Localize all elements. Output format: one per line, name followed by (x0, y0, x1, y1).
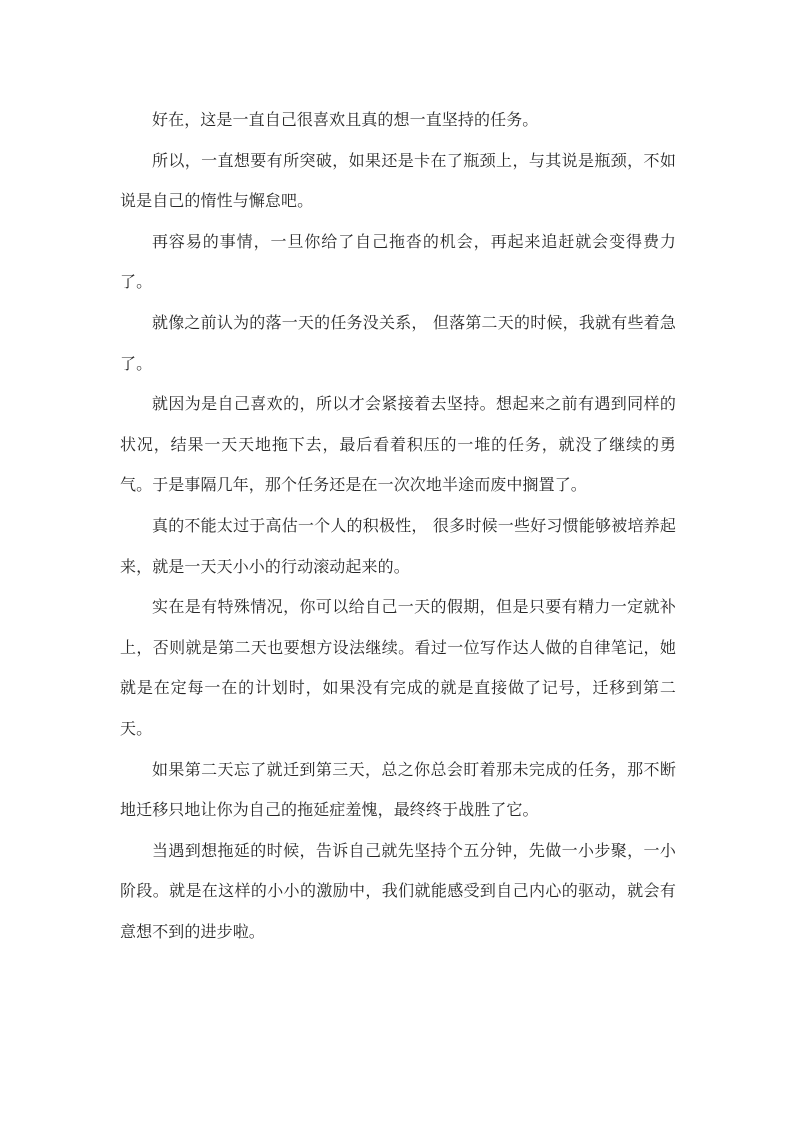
paragraph: 所以，一直想要有所突破，如果还是卡在了瓶颈上，与其说是瓶颈，不如说是自己的惰性与懈怠吧。 (120, 150, 676, 211)
paragraph: 如果第二天忘了就迁到第三天，总之你总会盯着那未完成的任务，那不断地迁移只地让你为自己的拖延症羞愧，最终终于战胜了它。 (120, 759, 676, 820)
paragraph: 再容易的事情，一旦你给了自己拖沓的机会，再起来追赶就会变得费力了。 (120, 231, 676, 292)
paragraph: 真的不能太过于高估一个人的积极性， 很多时候一些好习惯能够被培养起来，就是一天天小小的行动滚动起来的。 (120, 515, 676, 576)
paragraph: 当遇到想拖延的时候，告诉自己就先坚持个五分钟，先做一小步聚，一小阶段。就是在这样的小小的激励中，我们就能感受到自己内心的驱动，就会有意想不到的进步啦。 (120, 840, 676, 941)
paragraph: 就因为是自己喜欢的，所以才会紧接着去坚持。想起来之前有遇到同样的状况，结果一天天地拖下去，最后看着积压的一堆的任务，就没了继续的勇气。于是事隔几年，那个任务还是在一次次地半途而废中搁置了。 (120, 394, 676, 495)
paragraph: 实在是有特殊情况，你可以给自己一天的假期，但是只要有精力一定就补上，否则就是第二天也要想方设法继续。看过一位写作达人做的自律笔记，她就是在定每一在的计划时，如果没有完成的就是直接做了记号，迁移到第二天。 (120, 597, 676, 738)
document-body (120, 100, 676, 952)
paragraph: 就像之前认为的落一天的任务没关系， 但落第二天的时候，我就有些着急了。 (120, 312, 676, 373)
paragraph: 好在，这是一直自己很喜欢且真的想一直坚持的任务。 (152, 110, 539, 129)
